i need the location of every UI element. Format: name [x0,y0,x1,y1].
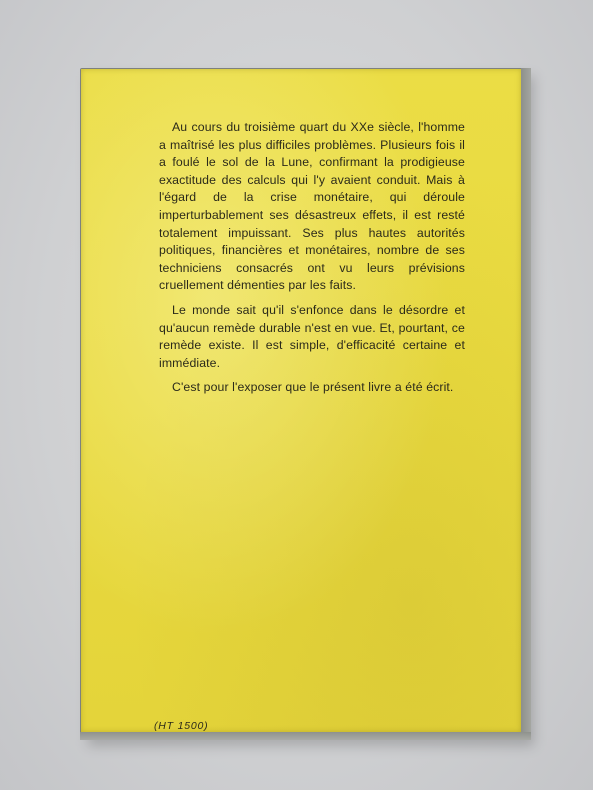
book [80,68,531,740]
blurb-paragraph-2: Le monde sait qu'il s'enfonce dans le désordre et qu'aucun remède durable n'est en vue. Et, pourtant, ce remède existe. Il est simple, d'efficacité certaine et immédiate. [159,302,465,370]
book-page-edge-right [521,68,531,740]
blurb-paragraph-3: C'est pour l'exposer que le présent livre a été écrit. [172,380,454,395]
back-cover-blurb [159,119,465,404]
blurb-paragraph-1: Au cours du troisième quart du XXe siècle, l'homme a maîtrisé les plus difficiles problèmes. Plusieurs fois il a foulé le sol de la Lune, confirmant la prodigieuse exactitude des calculs qui l'y avaient conduit. Mais à l'égard de la crise monétaire, qui déroule imperturbablement ses désastreux effets, il est resté totalement impuissant. Ses plus hautes autorités politiques, financières et monétaires, nombre de ses techniciens consacrés ont vu leurs prévisions cruellement démenties par les faits. [159,120,465,293]
book-page-edge-bottom [80,732,531,740]
catalog-code: (HT 1500) [154,720,209,732]
back-cover [81,69,521,732]
